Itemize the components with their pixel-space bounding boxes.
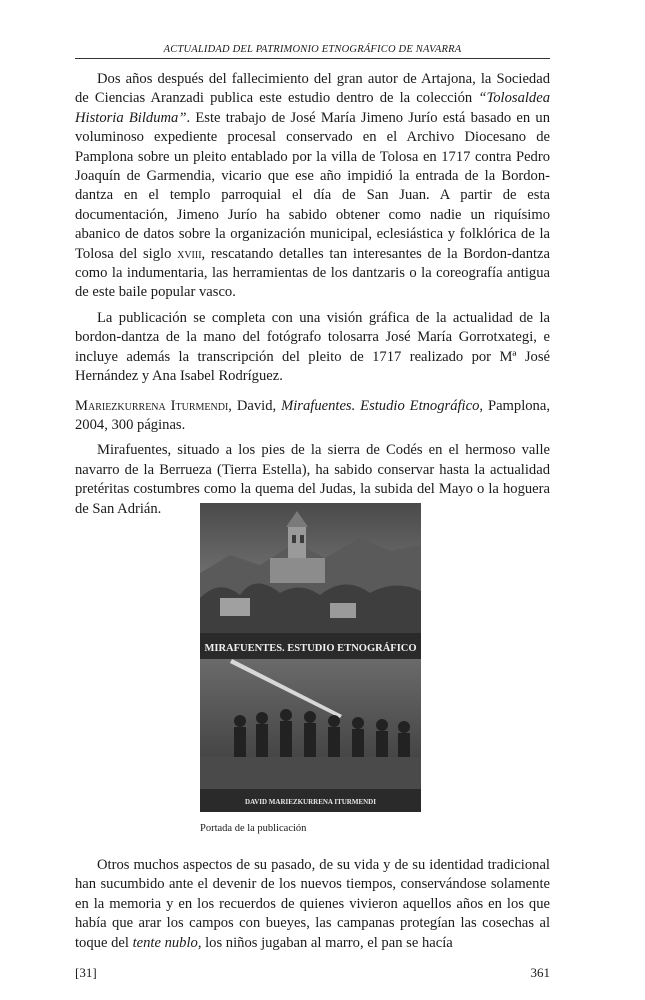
bibliographic-reference bbox=[75, 397, 550, 436]
main-text-continued bbox=[75, 856, 550, 953]
cover-title: MIRAFUENTES. ESTUDIO ETNOGRÁFICO bbox=[204, 643, 417, 654]
figure-caption: Portada de la publicación bbox=[200, 823, 307, 834]
series-title: “Tolosaldea Historia Bilduma” bbox=[75, 90, 550, 126]
paragraph-2: La publicación se completa con una visión gráfica de la actualidad de la bordon-dantza de la mano del fotógrafo tolosarra José María Gorrotxategi, e incluye además la transcripción del pleito de 1717 realizado por Mª José Hernández y Ana Isabel Rodríguez. bbox=[75, 309, 550, 385]
century-numeral: xviii bbox=[177, 245, 202, 262]
emphasized-term: tente nublo bbox=[132, 934, 198, 951]
paragraph-4-text-a: Otros muchos aspectos de su pasado, de su vida y de su identidad tradicional han sucumbido ante el devenir de los nuevos tiempos, conservándose solamente en la memoria y en los recuerdos de quienes vivieron aquellos años en los que había que arar los campos con bueyes, las campanas protegían las cosechas al toque del bbox=[75, 857, 550, 951]
paragraph-1-text-a: Dos años después del fallecimiento del gran autor de Artajona, la Sociedad de Ciencias Aranzadi publica este estudio dentro de la colección bbox=[75, 71, 550, 107]
paragraph-4 bbox=[75, 856, 550, 953]
reference-publication: , Pamplona, 2004, 300 páginas. bbox=[75, 397, 550, 433]
paragraph-1 bbox=[75, 70, 550, 303]
cover-author: DAVID MARIEZKURRENA ITURMENDI bbox=[245, 798, 376, 806]
page-number: 361 bbox=[530, 965, 550, 980]
running-head: ACTUALIDAD DEL PATRIMONIO ETNOGRÁFICO DE NAVARRA bbox=[75, 44, 550, 59]
reference-author: Mariezkurrena Iturmendi bbox=[75, 397, 229, 414]
section-number: [31] bbox=[75, 965, 97, 980]
paragraph-4-text-b: , los niños jugaban al marro, el pan se hacía bbox=[197, 934, 453, 951]
reference-title: Mirafuentes. Estudio Etnográfico bbox=[281, 397, 480, 414]
paragraph-1-text-c: , rescatando detalles tan interesantes de la Bordon-dantza como la indumentaria, las herramientas de los dantzaris o la coreografía antigua de este baile popular vasco. bbox=[75, 245, 551, 301]
book-cover-image bbox=[200, 503, 421, 812]
paragraph-3: Mirafuentes, situado a los pies de la sierra de Codés en el hermoso valle navarro de la Berrueza (Tierra Estella), ha sabido conservar hasta la actualidad pretéritas costumbres como la quema del Judas, la subida del Mayo o la hoguera de San Adrián. bbox=[75, 442, 550, 517]
paragraph-1-text-b: . Este trabajo de José María Jimeno Jurío está basado en un voluminoso expediente procesal conservado en el Archivo Diocesano de Pamplona sobre un pleito entablado por la villa de Tolosa en 1717 contra Pedro Joaquín de Garmendia, vicario que ese año impidió la entrada de la Bordon-dantza en el templo parroquial el día de San Juan. A partir de esta documentación, Jimeno Jurío ha sabido obtener como nadie un riquísimo abanico de datos sobre la organización municipal, eclesiástica y folklórica de la Tolosa del siglo bbox=[75, 109, 551, 262]
main-text bbox=[75, 70, 550, 525]
reference-given-name: , David, bbox=[228, 397, 282, 414]
